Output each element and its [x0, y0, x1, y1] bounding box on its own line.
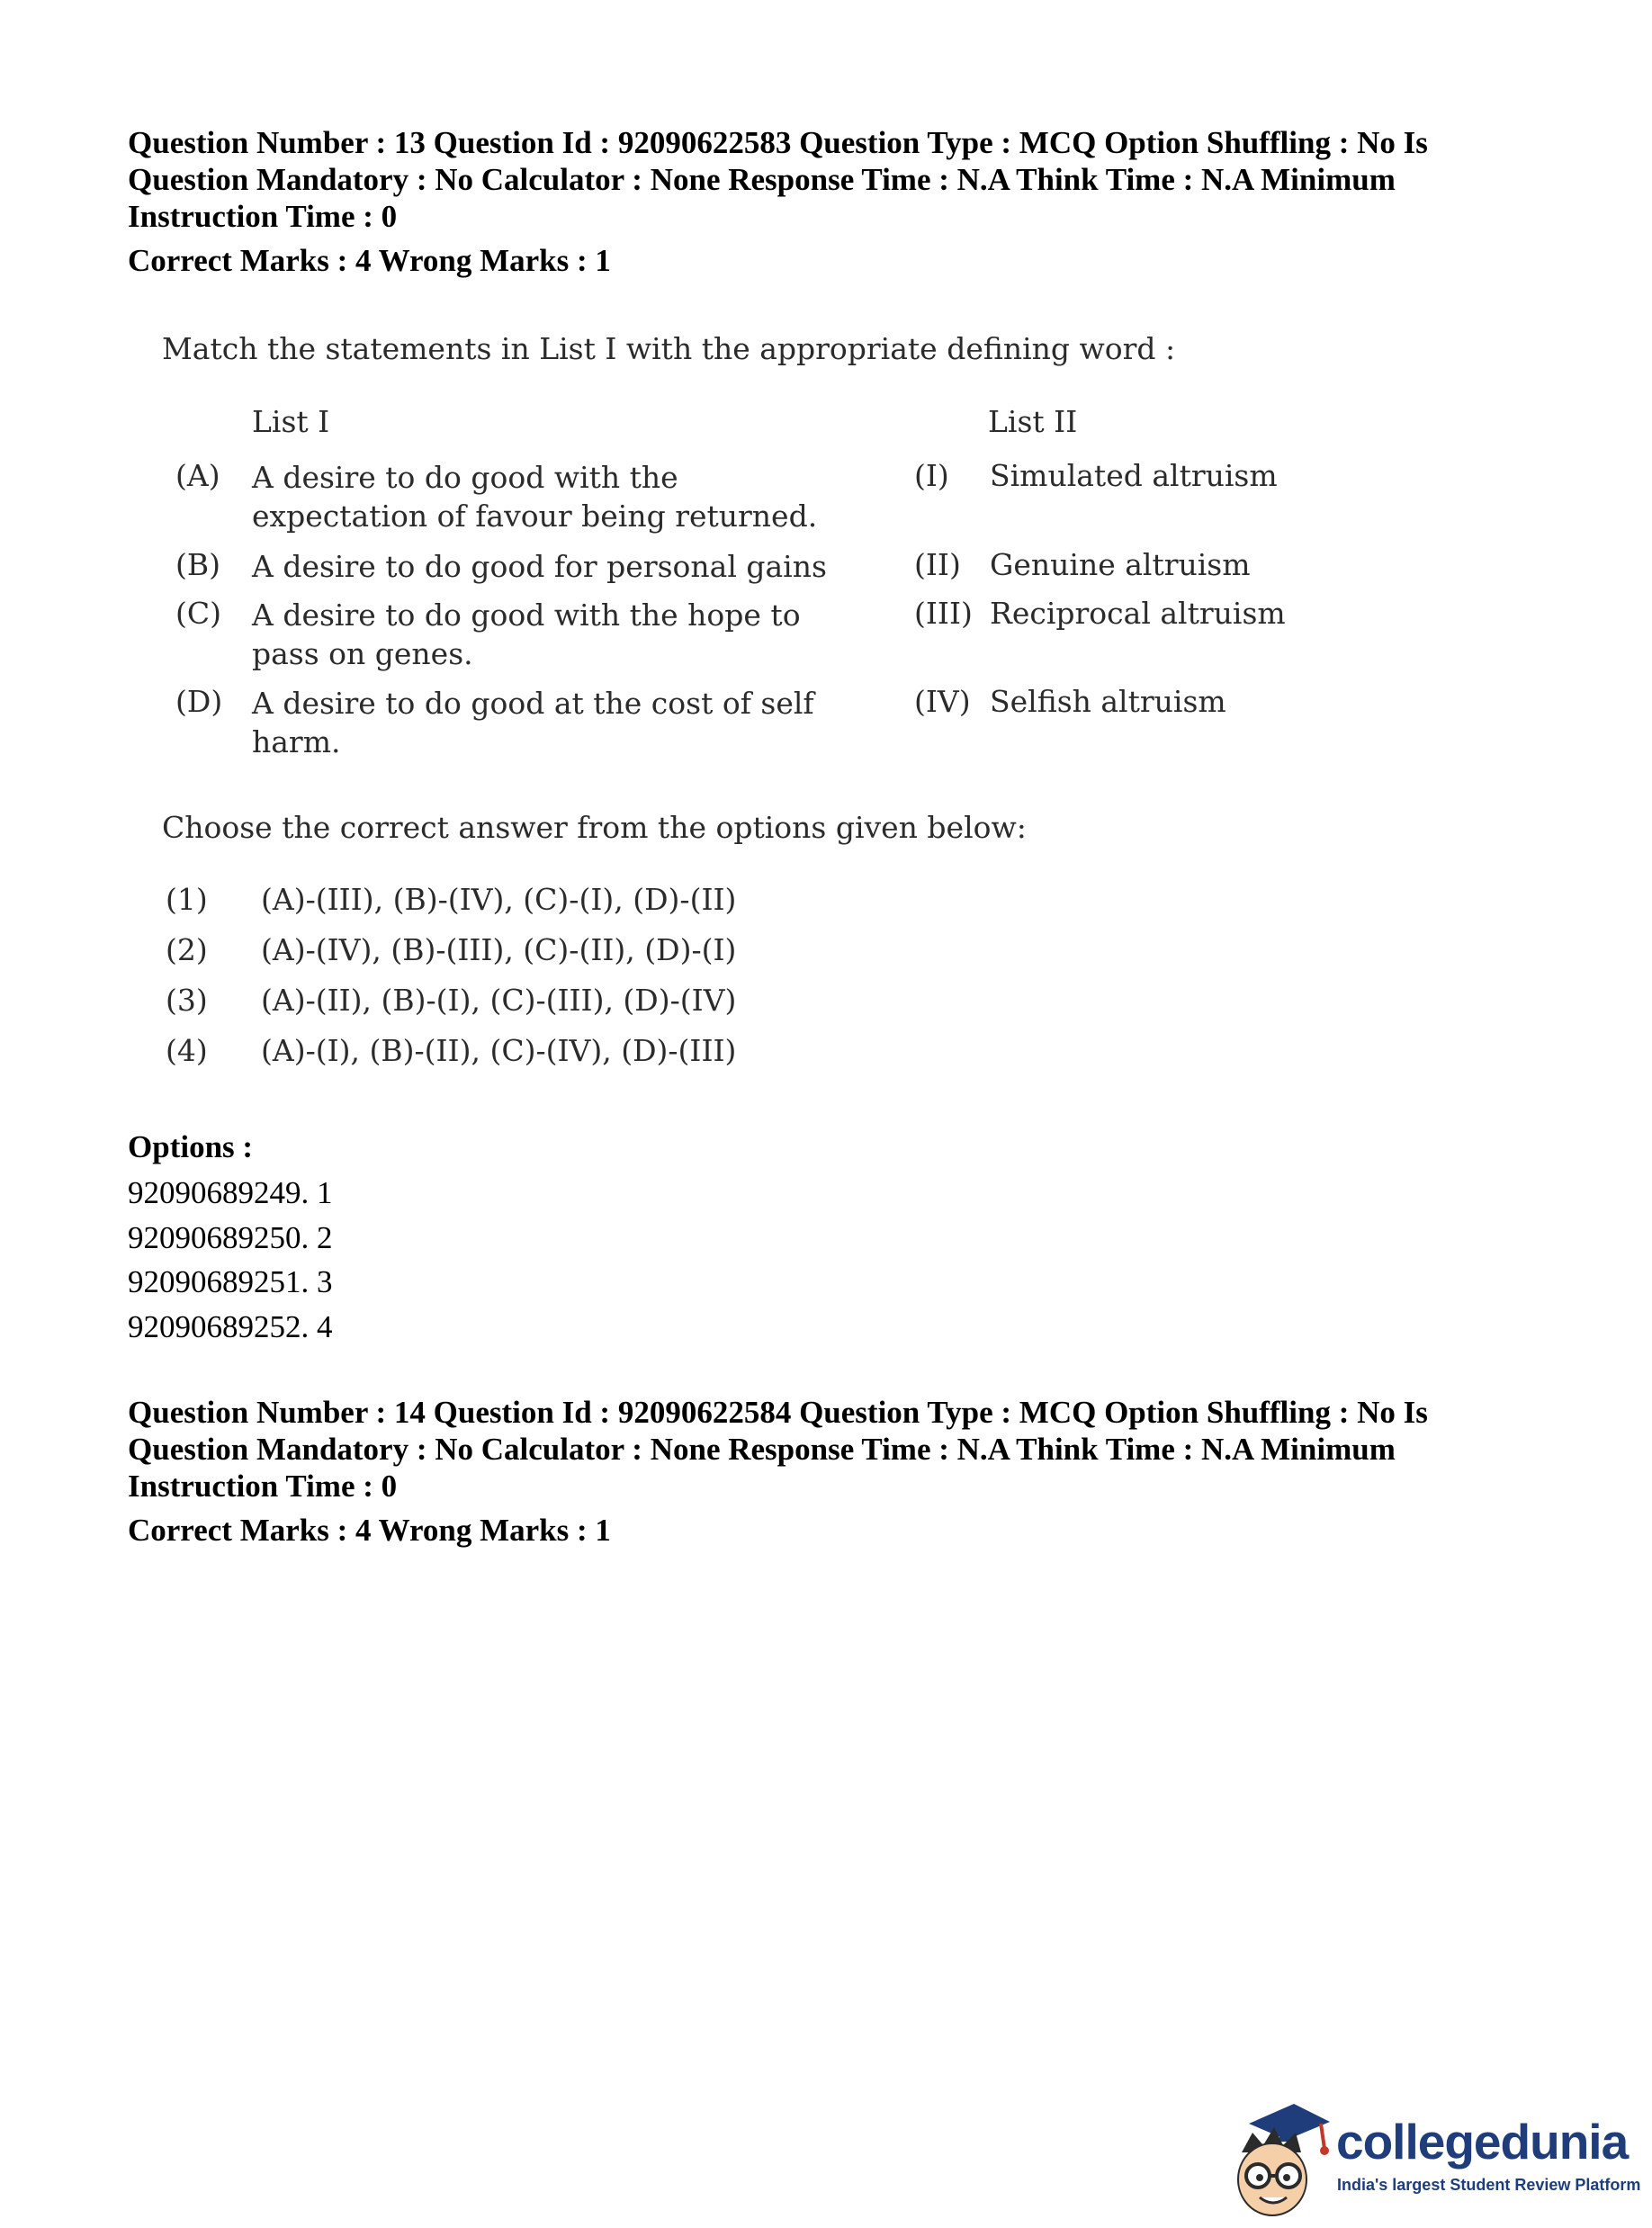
question-13-header: [128, 124, 1531, 279]
answer-option-number: (3): [166, 983, 208, 1018]
option-id: 92090689249. 1: [128, 1175, 333, 1210]
list-2-heading: List II: [988, 404, 1078, 439]
question-13-meta-line-2: Question Mandatory : No Calculator : None Response Time : N.A Think Time : N.A Minimum: [128, 162, 1396, 197]
row-label: (A): [175, 458, 220, 493]
row-label: (C): [175, 596, 221, 631]
row-label: (B): [175, 547, 220, 582]
row-statement: A desire to do good at the cost of self harm.: [252, 686, 814, 759]
question-13-meta-line-3: Instruction Time : 0: [128, 199, 398, 234]
options-list: [128, 1128, 333, 1349]
row-roman: (I): [914, 458, 949, 493]
row-statement: A desire to do good with the hope to pass on genes.: [252, 597, 801, 671]
question-14-marks: Correct Marks : 4 Wrong Marks : 1: [128, 1513, 611, 1548]
question-14-meta-line-2: Question Mandatory : No Calculator : None Response Time : N.A Think Time : N.A Minimum: [128, 1432, 1396, 1467]
row-term: Reciprocal altruism: [990, 596, 1286, 631]
answer-option-text: (A)-(III), (B)-(IV), (C)-(I), (D)-(II): [261, 882, 737, 917]
row-term: Simulated altruism: [990, 458, 1278, 493]
row-roman: (IV): [914, 684, 971, 719]
answer-option-number: (4): [166, 1033, 208, 1068]
answer-option-text: (A)-(IV), (B)-(III), (C)-(II), (D)-(I): [261, 932, 737, 967]
brand-name: collegedunia: [1336, 2114, 1629, 2170]
row-roman: (II): [914, 547, 961, 582]
row-label: (D): [175, 684, 223, 719]
question-14-meta-line-1: Question Number : 14 Question Id : 92090622584 Question Type : MCQ Option Shuffling : No Is: [128, 1395, 1428, 1430]
question-14-meta-line-3: Instruction Time : 0: [128, 1469, 398, 1504]
answer-option-text: (A)-(I), (B)-(II), (C)-(IV), (D)-(III): [261, 1033, 737, 1068]
row-term: Selfish altruism: [990, 684, 1226, 719]
answer-option-number: (2): [166, 932, 208, 967]
list-1-heading: List I: [252, 404, 330, 439]
question-13-marks: Correct Marks : 4 Wrong Marks : 1: [128, 243, 611, 278]
row-roman: (III): [914, 596, 973, 631]
options-heading: Options :: [128, 1129, 254, 1164]
row-term: Genuine altruism: [990, 547, 1251, 582]
option-id: 92090689250. 2: [128, 1219, 333, 1255]
option-id: 92090689252. 4: [128, 1308, 333, 1344]
question-prompt: Match the statements in List I with the appropriate defining word :: [162, 331, 1176, 366]
answer-option-number: (1): [166, 882, 208, 917]
collegedunia-watermark: [1224, 2097, 1641, 2223]
mascot-icon: [1224, 2097, 1336, 2223]
option-id: 92090689251. 3: [128, 1264, 333, 1299]
row-statement: A desire to do good with the expectation of favour being returned.: [252, 460, 818, 534]
row-statement: A desire to do good for personal gains: [252, 549, 827, 584]
question-13-meta-line-1: Question Number : 13 Question Id : 92090622583 Question Type : MCQ Option Shuffling : No Is: [128, 125, 1428, 160]
answer-option-text: (A)-(II), (B)-(I), (C)-(III), (D)-(IV): [261, 983, 737, 1018]
choose-instruction: Choose the correct answer from the options given below:: [162, 810, 1027, 845]
brand-tagline: India's largest Student Review Platform: [1337, 2176, 1641, 2194]
question-14-header: [128, 1394, 1531, 1549]
